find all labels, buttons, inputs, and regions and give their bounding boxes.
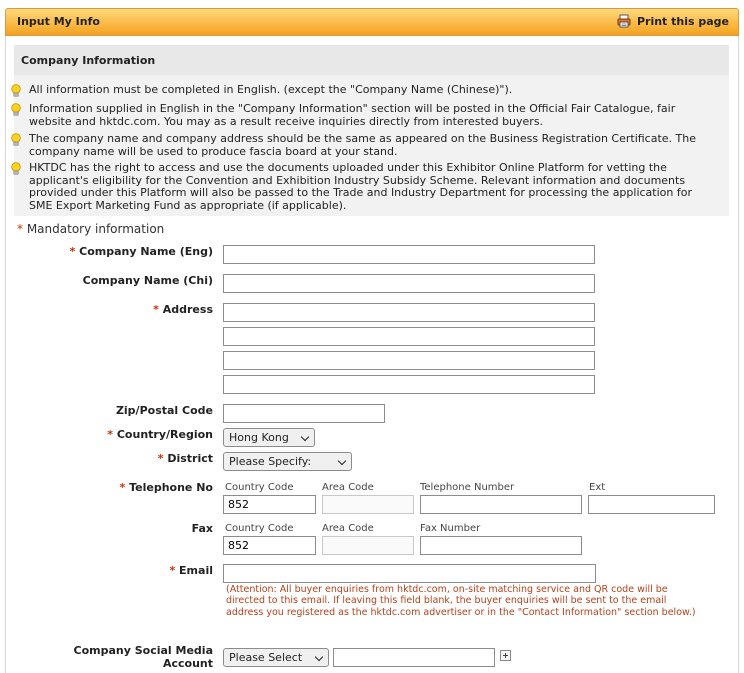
chevron-down-icon <box>315 653 323 661</box>
fax-country-code-input[interactable] <box>223 536 316 555</box>
lightbulb-icon <box>10 133 22 147</box>
email-label <box>169 564 213 577</box>
required-star: * <box>17 222 23 236</box>
print-page-button[interactable] <box>617 14 729 28</box>
required-star: * <box>169 564 176 577</box>
country-label <box>107 428 213 441</box>
tel-area-code-caption: Area Code <box>322 482 374 493</box>
address-label <box>153 303 213 316</box>
tel-ext-caption: Ext <box>589 482 606 493</box>
address-line-3-input[interactable] <box>223 351 595 370</box>
required-star: * <box>153 303 159 316</box>
print-page-label[interactable]: Print this page <box>636 14 729 28</box>
district-label-text: District <box>167 452 213 465</box>
company-name-eng-text: Company Name (Eng) <box>79 245 213 258</box>
fax-label: Fax <box>191 522 213 535</box>
company-name-eng-label <box>70 245 213 258</box>
required-star: * <box>157 452 164 465</box>
district-selected-value: Please Specify: <box>229 455 312 468</box>
telephone-label-text: Telephone No <box>129 481 213 494</box>
required-star: * <box>107 428 114 441</box>
country-select[interactable] <box>223 428 315 447</box>
info-note: Information supplied in English in the "Company Information" section will be posted in the Official Fair Catalogue, fair website and hktdc.com. You may as a result receive inquiries directly from interested buyers. <box>29 102 676 128</box>
country-label-text: Country/Region <box>116 428 213 441</box>
add-social-media-icon[interactable] <box>500 650 511 661</box>
fax-area-code-caption: Area Code <box>322 523 374 534</box>
company-name-chi-input[interactable] <box>223 274 595 293</box>
address-label-text: Address <box>162 303 213 316</box>
telephone-label <box>120 481 214 494</box>
required-star: * <box>69 245 76 258</box>
tel-country-code-input[interactable] <box>223 495 316 514</box>
social-media-label <box>74 644 214 670</box>
required-star: * <box>119 481 126 494</box>
tel-country-code-caption: Country Code <box>225 482 294 493</box>
mandatory-info-label <box>17 222 164 236</box>
chevron-down-icon <box>301 433 309 441</box>
social-media-account-input[interactable] <box>333 648 495 667</box>
company-name-eng-input[interactable] <box>223 245 595 264</box>
tel-ext-input[interactable] <box>588 495 715 514</box>
fax-area-code-input[interactable] <box>322 536 414 555</box>
mandatory-info-text: Mandatory information <box>26 222 165 236</box>
page-title: Input My Info <box>17 15 100 28</box>
email-attention-note: (Attention: All buyer enquiries from hktdc.com, on-site matching service and QR code will be directed to this email. If leaving this field blank, the buyer enquiries will be sent to the email address you registered as the hktdc.com advertiser or in the "Contact Information" section below.) <box>226 584 696 618</box>
zip-input[interactable] <box>223 404 385 423</box>
tel-number-input[interactable] <box>420 495 582 514</box>
chevron-down-icon <box>338 457 346 465</box>
printer-icon <box>617 14 631 28</box>
email-input[interactable] <box>223 564 596 583</box>
district-select[interactable] <box>223 452 352 471</box>
fax-number-caption: Fax Number <box>420 523 481 534</box>
tel-area-code-input[interactable] <box>322 495 414 514</box>
social-media-label-line1: Company Social Media <box>73 644 213 657</box>
social-media-selected-value: Please Select <box>229 651 303 664</box>
section-header <box>14 45 729 75</box>
fax-number-input[interactable] <box>420 536 582 555</box>
lightbulb-icon <box>10 162 22 176</box>
company-name-chi-label: Company Name (Chi) <box>82 274 213 287</box>
address-line-4-input[interactable] <box>223 375 595 394</box>
district-label <box>158 452 213 465</box>
email-label-text: Email <box>179 564 213 577</box>
social-media-label-line2: Account <box>162 657 213 670</box>
tel-number-caption: Telephone Number <box>420 482 515 493</box>
page-header-bar <box>5 8 739 36</box>
zip-label: Zip/Postal Code <box>115 404 213 417</box>
address-line-2-input[interactable] <box>223 327 595 346</box>
country-selected-value: Hong Kong <box>229 431 289 444</box>
social-media-select[interactable] <box>223 648 329 667</box>
lightbulb-icon <box>10 84 22 98</box>
lightbulb-icon <box>10 103 22 117</box>
info-note: All information must be completed in English. (except the "Company Name (Chinese)"). <box>29 83 513 96</box>
info-note: HKTDC has the right to access and use the documents uploaded under this Exhibitor Online Platform for vetting the applicant's eligibility for the Convention and Exhibition Industry Subsidy Scheme. Relevant information and documents provided under this Platform will also be passed to the Trade and Industry Department for processing the application for SME Export Marketing Fund as appropriate (if applicable). <box>29 161 692 212</box>
fax-country-code-caption: Country Code <box>225 523 294 534</box>
address-line-1-input[interactable] <box>223 303 595 322</box>
section-title: Company Information <box>21 54 156 67</box>
info-note: The company name and company address should be the same as appeared on the Business Registration Certificate. The company name will be used to produce fascia board at your stand. <box>29 132 697 158</box>
